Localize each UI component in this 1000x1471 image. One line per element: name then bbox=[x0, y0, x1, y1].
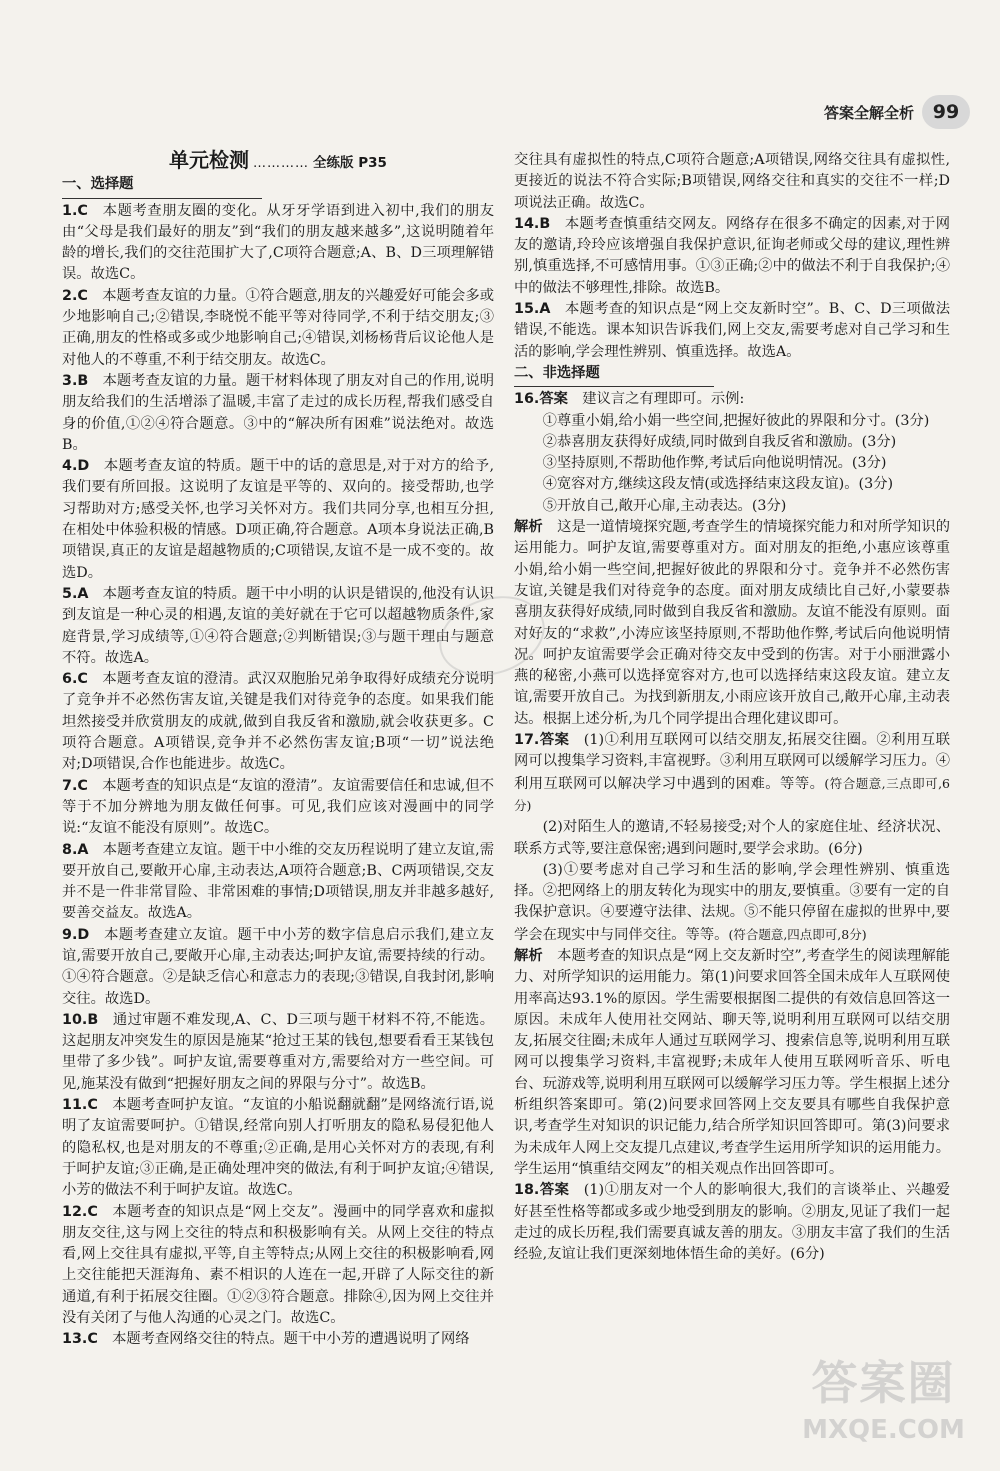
answer-text: 这是一道情境探究题,考查学生的情境探究能力和对所学知识的运用能力。呵护友谊,需要尊重对方。面对朋友的拒绝,小惠应该尊重小娟,给小娟一些空间,把握好彼此的界限和分寸。竞争并不必然伤害友谊,关键是我们对待竞争的态度。面对朋友成绩比自己好,小蒙要恭喜朋友获得好成绩,同时做到自我反省和激励。友谊不能没有原则。面对好友的“求救”,小涛应该坚持原则,不帮助他作弊,考试后向他说明情况。呵护友谊需要学会正确对待交友中受到的伤害。对于小丽泄露小燕的秘密,小燕可以选择宽容对方,也可以选择结束这段友谊。建立友谊,需要开放自己。为找到新朋友,小雨应该开放自己,敞开心扉,主动表达。根据上述分析,为几个同学提出合理化建议即可。 bbox=[514, 519, 950, 727]
section-title-ref: 全练版 P35 bbox=[313, 155, 387, 171]
answer-number: 解析 bbox=[514, 947, 543, 964]
subsection-divider bbox=[514, 386, 714, 387]
subsection-heading: 二、非选择题 bbox=[514, 364, 600, 381]
answer-text: 本题考查的知识点是“网上交友新时空”,考查学生的阅读理解能力、对所学知识的运用能力。第(1)问要求回答全国未成年人互联网使用率高达93.1%的原因。学生需要根据图二提供的有效信息回答这一原因。未成年人使用社交网站、聊天等,说明利用互联网可以结交朋友,拓展交往圈;未成年人通过互联网学习、搜索信息等,说明利用互联网可以搜集学习资料,丰富视野;未成年人使用互联网听音乐、听电台、玩游戏等,说明利用互联网可以缓解学习压力等。学生根据上述分析组织答案即可。第(2)问要求回答网上交友要具有哪些自我保护意识,考查学生对知识的识记能力,结合所学知识回答即可。第(3)问要求为未成年人网上交友提几点建议,考查学生运用所学知识的运用能力。学生运用“慎重结交网友”的相关观点作出回答即可。 bbox=[514, 947, 950, 1177]
answer-number: 14.B bbox=[514, 215, 551, 232]
answer-number: 16.答案 bbox=[514, 391, 568, 408]
answer-point-text: (2)对陌生人的邀请,不轻易接受;对个人的家庭住址、经济状况、联系方式等,要注意保密;遇到问题时,要学会求助。(6分) bbox=[514, 819, 950, 857]
answer-item bbox=[62, 1010, 494, 1095]
answer-text: 本题考查建立友谊。题干中小芳的数字信息启示我们,建立友谊,需要开放自己,要敞开心扉,主动表达;呵护友谊,需要持续的行动。①④符合题意。②是缺乏信心和意志力的表现;③错误,自我封闭,影响交往。故选D。 bbox=[62, 926, 494, 1007]
answer-number: 5.A bbox=[62, 585, 89, 602]
answer-item bbox=[514, 730, 950, 817]
answer-item bbox=[514, 389, 950, 410]
answer-point-text: ④宽容对方,继续这段友情(或选择结束这段友谊)。(3分) bbox=[542, 476, 894, 493]
page-number-badge: 99 bbox=[922, 95, 970, 129]
subsection-divider bbox=[62, 198, 262, 199]
answer-item bbox=[62, 925, 494, 1010]
answer-text: 本题考查的知识点是“网上交友”。漫画中的同学喜欢和虚拟朋友交往,这与网上交往的特点和积极影响有关。从网上交往的特点看,网上交往具有虚拟,平等,自主等特点;从网上交往的积极影响看,网上交往能把天涯海角、素不相识的人连在一起,开辟了人际交往的新通道,有利于拓展交往圈。①②③符合题意。排除④,因为网上交往并没有关闭了与他人沟通的心灵之门。故选C。 bbox=[62, 1203, 494, 1327]
answer-text: 本题考查友谊的力量。题干材料体现了朋友对自己的作用,说明朋友给我们的生活增添了温暖,丰富了走过的成长历程,帮我们感受自身的价值,①②④符合题意。③中的“解决所有困难”说法绝对。故选B。 bbox=[62, 372, 494, 453]
answer-number: 11.C bbox=[62, 1097, 98, 1114]
answer-number: 解析 bbox=[514, 519, 543, 536]
answer-number: 1.C bbox=[62, 202, 88, 219]
answer-item bbox=[62, 1202, 494, 1330]
answer-text: 本题考查友谊的特质。题干中小明的认识是错误的,他没有认识到友谊是一种心灵的相遇,友谊的美好就在于它可以超越物质条件,家庭背景,学习成绩等,①④符合题意;②判断错误;③与题干理由与题意不符。故选A。 bbox=[62, 585, 494, 666]
section-title-dots: ………… bbox=[253, 156, 310, 171]
answer-point-text: ③坚持原则,不帮助他作弊,考试后向他说明情况。(3分) bbox=[542, 455, 887, 472]
answer-point-text: (3)①要考虑对自己学习和生活的影响,学会理性辨别、慎重选择。②把网络上的朋友转化为现实中的朋友,要慎重。③要有一定的自我保护意识。④要遵守法律、法规。⑤不能只停留在虚拟的世界中,要学会在现实中与同伴交往。等等。 bbox=[514, 861, 950, 943]
left-column-body bbox=[62, 174, 494, 1350]
answer-point-text: ②恭喜朋友获得好成绩,同时做到自我反省和激励。(3分) bbox=[542, 433, 897, 450]
answer-text: 本题考查友谊的特质。题干中的话的意思是,对于对方的给予,我们要有所回报。这说明了友谊是平等的、双向的。接受帮助,也学习帮助对方;感受关怀,也学习关怀对方。我们共同分享,也相互分担,在相处中体验积极的情感。D项正确,符合题意。A项本身说法正确,B项错误,真正的友谊是超越物质的;C项错误,友谊不是一成不变的。故选D。 bbox=[62, 458, 494, 581]
answer-point bbox=[514, 860, 950, 946]
answer-text: 本题考查慎重结交网友。网络存在很多不确定的因素,对于网友的邀请,玲玲应该增强自我保护意识,征询老师或父母的建议,理性辨别,慎重选择,不可感情用事。①③正确;②中的做法不利于自我保护;④中的做法不够理性,排除。故选B。 bbox=[514, 215, 950, 296]
answer-number: 7.C bbox=[62, 777, 88, 794]
answer-text: 本题考查网络交往的特点。题干中小芳的遭遇说明了网络 bbox=[112, 1331, 470, 1348]
answer-text: 本题考查建立友谊。题干中小维的交友历程说明了建立友谊,需要开放自己,要敞开心扉,主动表达,A项符合题意;B、C两项错误,交友并不是一件非常冒险、非常困难的事情;D项错误,朋友并非越多越好,要善交益友。故选A。 bbox=[62, 841, 494, 922]
answer-item bbox=[62, 201, 494, 286]
right-column-body bbox=[514, 150, 950, 1265]
right-column bbox=[514, 150, 950, 1265]
answer-text: 通过审题不难发现,A、C、D三项与题干材料不符,不能选。这起朋友冲突发生的原因是施某“抢过王某的钱包,想要看看王某钱包里带了多少钱”。呵护友谊,需要尊重对方,需要给对方一些空间。可见,施某没有做到“把握好朋友之间的界限与分寸”。故选B。 bbox=[62, 1011, 494, 1092]
answer-item bbox=[62, 669, 494, 775]
answer-number: 4.D bbox=[62, 458, 90, 475]
answer-item bbox=[514, 1180, 950, 1265]
answer-number: 6.C bbox=[62, 671, 88, 688]
answer-text: 建议言之有理即可。示例: bbox=[582, 391, 745, 408]
answer-point bbox=[514, 432, 950, 453]
watermark-logo bbox=[781, 1347, 986, 1465]
answer-item bbox=[62, 584, 494, 669]
answer-number: 17.答案 bbox=[514, 732, 570, 749]
answer-item bbox=[62, 1329, 494, 1350]
answer-text: (1)①利用互联网可以结交朋友,拓展交往圈。②利用互联网可以搜集学习资料,丰富视野。③利用互联网可以缓解学习压力。④利用互联网可以解决学习中遇到的困难。等等。 bbox=[514, 732, 951, 792]
answer-text: 本题考查的知识点是“友谊的澄清”。友谊需要信任和忠诚,但不等于不加分辨地为朋友做任何事。可见,我们应该对漫画中的同学说:“友谊不能没有原则”。故选C。 bbox=[62, 777, 494, 837]
answer-number: 2.C bbox=[62, 287, 88, 304]
answer-point bbox=[514, 411, 950, 432]
answer-point bbox=[514, 496, 950, 517]
answer-item bbox=[514, 214, 950, 299]
answer-item bbox=[62, 1095, 494, 1201]
page-header bbox=[824, 92, 970, 132]
answer-point bbox=[514, 453, 950, 474]
answer-number: 15.A bbox=[514, 301, 551, 318]
score-note: (符合题意,三点即可,6分) bbox=[514, 775, 951, 813]
answer-point bbox=[514, 474, 950, 495]
left-column bbox=[62, 150, 494, 1351]
answer-text: 本题考查朋友圈的变化。从牙牙学语到进入初中,我们的朋友由“父母是我们最好的朋友”到“我们的朋友越来越多”,这说明随着年龄的增长,我们的交往范围扩大了,C项符合题意;A、B、D三项理解错误。故选C。 bbox=[62, 202, 494, 283]
watermark-line2: MXQE.COM bbox=[802, 1415, 965, 1445]
answer-number: 18.答案 bbox=[514, 1182, 570, 1199]
answer-text: 本题考查的知识点是“网上交友新时空”。B、C、D三项做法错误,不能选。课本知识告诉我们,网上交友,需要考虑对自己学习和生活的影响,学会理性辨别、慎重选择。故选A。 bbox=[514, 301, 950, 360]
section-title-main: 单元检测 bbox=[169, 148, 250, 172]
answer-number: 13.C bbox=[62, 1331, 98, 1348]
header-title: 答案全解全析 bbox=[823, 103, 914, 122]
section-title bbox=[62, 150, 494, 174]
answer-item bbox=[62, 840, 494, 925]
continued-paragraph: 交往具有虚拟性的特点,C项符合题意;A项错误,网络交往具有虚拟性,更接近的说法不符合实际;B项错误,网络交往和真实的交往不一样;D项说法正确。故选C。 bbox=[514, 152, 950, 211]
subsection-heading: 一、选择题 bbox=[62, 176, 134, 193]
score-note: (符合题意,四点即可,8分) bbox=[728, 926, 867, 942]
answer-item bbox=[514, 299, 950, 363]
answer-point-text: ①尊重小娟,给小娟一些空间,把握好彼此的界限和分寸。(3分) bbox=[542, 412, 930, 429]
answer-point bbox=[514, 817, 950, 860]
answer-text: (1)①朋友对一个人的影响很大,我们的言谈举止、兴趣爱好甚至性格等都或多或少地受到朋友的影响。②朋友,见证了我们一起走过的成长历程,我们需要真诚友善的朋友。③朋友丰富了我们的生活经验,友谊让我们更深刻地体悟生命的美好。(6分) bbox=[514, 1182, 951, 1263]
answer-item bbox=[62, 776, 494, 840]
answer-text: 本题考查友谊的力量。①符合题意,朋友的兴趣爱好可能会多或少地影响自己;②错误,李晓悦不能平等对待同学,不利于结交朋友;③正确,朋友的性格或多或少地影响自己;④错误,刘杨杨背后议论他人是对他人的不尊重,不利于结交朋友。故选C。 bbox=[62, 287, 494, 368]
answer-number: 3.B bbox=[62, 372, 89, 389]
answer-item bbox=[514, 946, 950, 1180]
answer-point-text: ⑤开放自己,敞开心扉,主动表达。(3分) bbox=[542, 497, 787, 514]
answer-item bbox=[62, 456, 494, 584]
answer-number: 10.B bbox=[62, 1011, 99, 1028]
answer-item bbox=[62, 286, 494, 371]
answer-item bbox=[514, 517, 950, 730]
answer-number: 8.A bbox=[62, 841, 89, 858]
answer-number: 12.C bbox=[62, 1203, 98, 1220]
watermark-line1: 答案圈 bbox=[811, 1356, 956, 1410]
answer-text: 本题考查呵护友谊。“友谊的小船说翻就翻”是网络流行语,说明了友谊需要呵护。①错误,经常向别人打听朋友的隐私易侵犯他人的隐私权,也是对朋友的不尊重;②正确,是用心关怀对方的表现,有利于呵护友谊;③正确,是正确处理冲突的做法,有利于呵护友谊;④错误,小芳的做法不利于呵护友谊。故选C。 bbox=[62, 1097, 494, 1199]
answer-number: 9.D bbox=[62, 926, 90, 943]
answer-item bbox=[62, 371, 494, 456]
answer-text: 本题考查友谊的澄清。武汉双胞胎兄弟争取得好成绩充分说明了竞争并不必然伤害友谊,关键是我们对待竞争的态度。如果我们能坦然接受并欣赏朋友的成就,做到自我反省和激励,就会收获更多。C项符合题意。A项错误,竞争并不必然伤害友谊;B项“一切”说法绝对;D项错误,合作也能进步。故选C。 bbox=[62, 671, 494, 773]
